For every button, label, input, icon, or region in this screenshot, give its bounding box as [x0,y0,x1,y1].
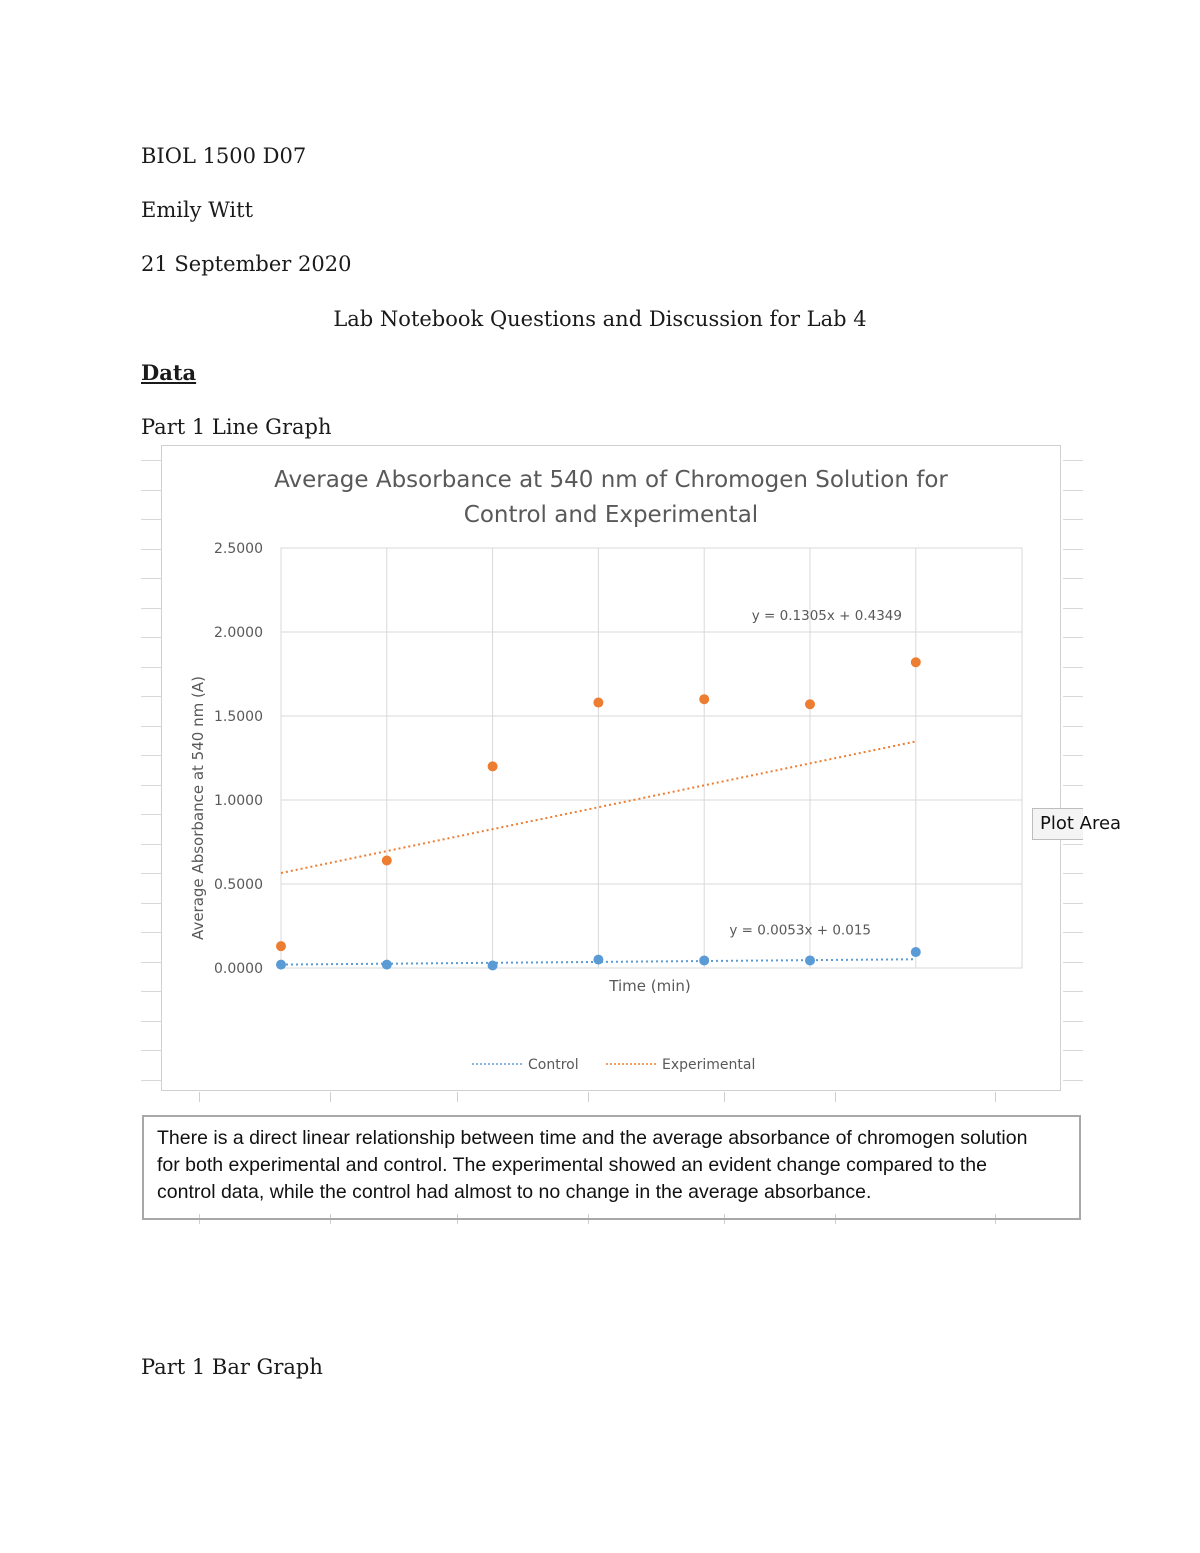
gridline [1063,932,1083,933]
discussion-textbox[interactable] [142,1115,1081,1220]
document-title: Lab Notebook Questions and Discussion for Lab 4 [333,307,867,331]
gridline [1063,903,1083,904]
gridline [141,578,161,579]
line-chart[interactable] [162,446,1060,1090]
gridline [1063,519,1083,520]
plot-area-tooltip: Plot Area [1032,808,1083,840]
gridline [1063,549,1083,550]
discussion-line-3: control data, while the control had almost to no change in the average absorbance. [157,1181,872,1203]
data-heading: Data [141,360,197,385]
gridline [1063,844,1083,845]
gridline [1063,696,1083,697]
y-tick-label: 2.5000 [214,541,263,557]
gridline [141,991,161,992]
gridline [1063,637,1083,638]
bar-graph-label: Part 1 Bar Graph [141,1355,323,1379]
column-tick [457,1092,458,1102]
gridline [1063,962,1083,963]
data-point-experimental [488,761,498,771]
gridline [141,549,161,550]
discussion-line-1: There is a direct linear relationship between time and the average absorbance of chromogen solution [157,1127,1028,1149]
data-point-experimental [593,698,603,708]
gridline [1063,991,1083,992]
chart-title-line1: Average Absorbance at 540 nm of Chromogen Solution for [274,467,948,493]
gridline [141,1021,161,1022]
data-point-control [382,960,392,970]
gridline [141,608,161,609]
trendline-equation-control: y = 0.0053x + 0.015 [729,922,871,939]
data-point-experimental [911,657,921,667]
line-graph-label: Part 1 Line Graph [141,415,332,439]
gridline [1063,785,1083,786]
y-tick-label: 0.0000 [214,961,263,977]
gridline [141,1080,161,1081]
author-name: Emily Witt [141,198,254,222]
gridline [141,962,161,963]
plot-border [281,548,1022,968]
course-code: BIOL 1500 D07 [141,144,307,168]
gridline [1063,755,1083,756]
gridline [1063,1080,1083,1081]
chart-title-line2: Control and Experimental [463,502,759,528]
column-tick [199,1092,200,1102]
document-date: 21 September 2020 [141,252,352,276]
gridline [141,696,161,697]
data-point-control [805,955,815,965]
y-axis-label: Average Absorbance at 540 nm (A) [189,676,207,940]
plot-area[interactable] [214,541,1022,977]
data-point-control [276,960,286,970]
gridline [1063,578,1083,579]
data-point-experimental [276,941,286,951]
gridline [141,637,161,638]
data-point-experimental [805,699,815,709]
gridline [141,1050,161,1051]
gridline [141,873,161,874]
legend-label-experimental: Experimental [662,1057,756,1073]
trendline-equation-experimental: y = 0.1305x + 0.4349 [751,608,902,625]
x-axis-label: Time (min) [609,977,691,995]
chart-area[interactable] [161,445,1061,1091]
discussion-line-2: for both experimental and control. The experimental showed an evident change compared to the [157,1154,987,1176]
gridline [141,460,161,461]
gridline [1063,726,1083,727]
data-point-control [911,947,921,957]
column-tick [330,1092,331,1102]
gridline [141,726,161,727]
y-tick-label: 1.5000 [214,709,263,725]
gridline [1063,667,1083,668]
data-point-control [593,955,603,965]
column-tick [835,1092,836,1102]
gridline [1063,1021,1083,1022]
data-point-control [699,955,709,965]
gridline [141,903,161,904]
y-tick-label: 2.0000 [214,625,263,641]
gridline [141,519,161,520]
column-tick [724,1092,725,1102]
gridline [1063,1050,1083,1051]
gridline [141,932,161,933]
gridline [141,814,161,815]
data-point-control [488,960,498,970]
gridline [141,490,161,491]
gridline [141,844,161,845]
gridline [1063,873,1083,874]
gridline [1063,460,1083,461]
gridline [141,667,161,668]
data-point-experimental [699,694,709,704]
gridline [141,755,161,756]
chart-legend [472,1057,755,1073]
y-tick-label: 0.5000 [214,877,263,893]
gridline [1063,490,1083,491]
legend-label-control: Control [528,1057,579,1073]
y-tick-label: 1.0000 [214,793,263,809]
gridline [141,785,161,786]
gridline [1063,608,1083,609]
column-tick [995,1092,996,1102]
column-tick [588,1092,589,1102]
data-point-experimental [382,855,392,865]
